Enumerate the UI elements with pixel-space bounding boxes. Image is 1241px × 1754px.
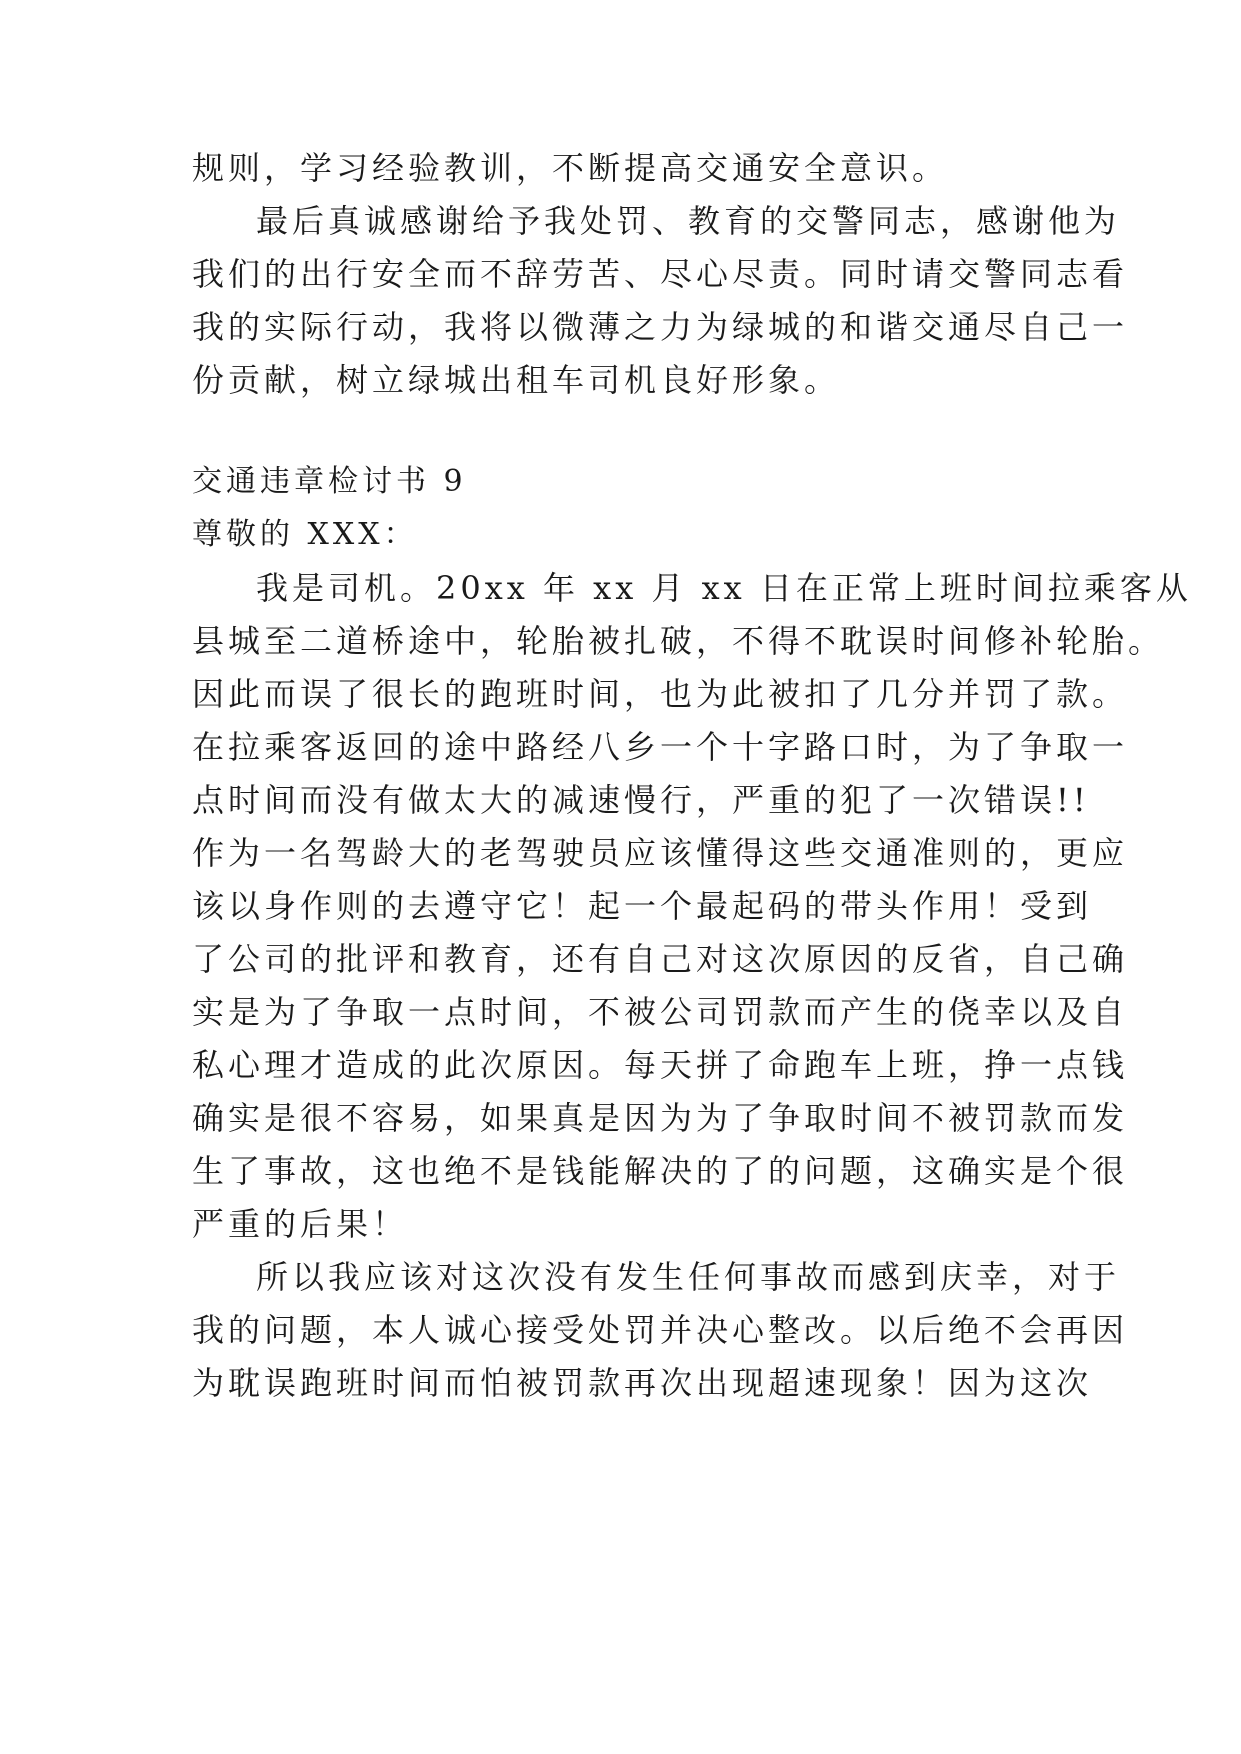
paragraph-line: 作为一名驾龄大的老驾驶员应该懂得这些交通准则的，更应 (192, 834, 1129, 872)
paragraph-line: 我的问题，本人诚心接受处罚并决心整改。以后绝不会再因 (192, 1311, 1129, 1349)
section-title: 交通违章检讨书 9 (192, 464, 467, 499)
paragraph-line: 生了事故，这也绝不是钱能解决的了的问题，这确实是个很 (192, 1152, 1129, 1190)
paragraph-line: 在拉乘客返回的途中路经八乡一个十字路口时，为了争取一 (192, 728, 1129, 766)
paragraph-line: 私心理才造成的此次原因。每天拼了命跑车上班，挣一点钱 (192, 1046, 1129, 1084)
paragraph-line: 我的实际行动，我将以微薄之力为绿城的和谐交通尽自己一 (192, 308, 1129, 346)
paragraph-line: 县城至二道桥途中，轮胎被扎破，不得不耽误时间修补轮胎。 (192, 622, 1165, 660)
paragraph-line: 我们的出行安全而不辞劳苦、尽心尽责。同时请交警同志看 (192, 255, 1129, 293)
paragraph-line: 因此而误了很长的跑班时间，也为此被扣了几分并罚了款。 (192, 675, 1129, 713)
paragraph-line: 为耽误跑班时间而怕被罚款再次出现超速现象！因为这次 (192, 1364, 1093, 1402)
paragraph-line: 了公司的批评和教育，还有自己对这次原因的反省，自己确 (192, 940, 1129, 978)
paragraph-line: 实是为了争取一点时间，不被公司罚款而产生的侥幸以及自 (192, 993, 1129, 1031)
paragraph-line: 严重的后果！ (192, 1205, 409, 1243)
paragraph-line: 所以我应该对这次没有发生任何事故而感到庆幸，对于 (256, 1258, 1121, 1296)
paragraph-line: 规则，学习经验教训，不断提高交通安全意识。 (192, 149, 949, 187)
paragraph-line: 我是司机。20xx 年 xx 月 xx 日在正常上班时间拉乘客从 (256, 569, 1192, 607)
paragraph-line: 份贡献，树立绿城出租车司机良好形象。 (192, 361, 841, 399)
paragraph-line: 确实是很不容易，如果真是因为为了争取时间不被罚款而发 (192, 1099, 1129, 1137)
salutation: 尊敬的 XXX： (192, 517, 418, 552)
paragraph-line: 点时间而没有做太大的减速慢行，严重的犯了一次错误!! (192, 781, 1090, 819)
paragraph-line: 该以身作则的去遵守它！起一个最起码的带头作用！受到 (192, 887, 1093, 925)
paragraph-line: 最后真诚感谢给予我处罚、教育的交警同志，感谢他为 (256, 202, 1121, 240)
